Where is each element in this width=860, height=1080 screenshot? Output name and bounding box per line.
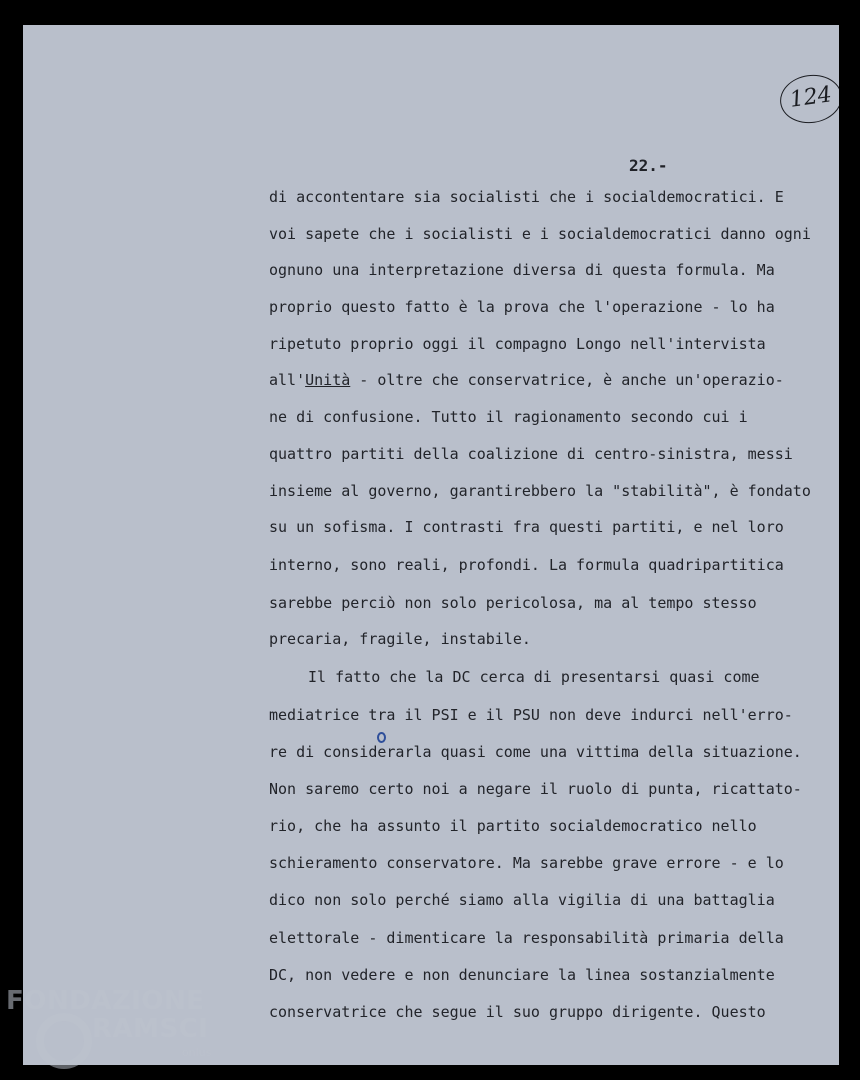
watermark-line1: FONDAZIONE bbox=[6, 986, 205, 1016]
text-line: ripetuto proprio oggi il compagno Longo nell'intervista bbox=[269, 335, 766, 353]
page-number: 22.- bbox=[629, 156, 668, 175]
text-line: precaria, fragile, instabile. bbox=[269, 630, 531, 648]
text-line: mediatrice tra il PSI e il PSU non deve indurci nell'erro- bbox=[269, 706, 793, 724]
text-line: di accontentare sia socialisti che i socialdemocratici. E bbox=[269, 188, 784, 206]
archive-number-stamp: 124 bbox=[777, 71, 839, 127]
text-line: conservatrice che segue il suo gruppo dirigente. Questo bbox=[269, 1003, 766, 1021]
text-line: ne di confusione. Tutto il ragionamento secondo cui i bbox=[269, 408, 748, 426]
text-line: voi sapete che i socialisti e i socialdemocratici danno ogni bbox=[269, 225, 811, 243]
text-line bbox=[269, 369, 784, 391]
text-line: schieramento conservatore. Ma sarebbe grave errore - e lo bbox=[269, 854, 784, 872]
text-fragment: all' bbox=[269, 371, 306, 389]
text-line: sarebbe perciò non solo pericolosa, ma al tempo stesso bbox=[269, 594, 757, 612]
text-line: elettorale - dimenticare la responsabilità primaria della bbox=[269, 929, 784, 947]
watermark-g-logo-icon bbox=[36, 1013, 92, 1069]
text-line: quattro partiti della coalizione di centro-sinistra, messi bbox=[269, 445, 793, 463]
text-line: su un sofisma. I contrasti fra questi partiti, e nel loro bbox=[269, 518, 784, 536]
underlined-newspaper-title: Unità bbox=[305, 371, 351, 389]
watermark-line2: RAMSCI bbox=[92, 1014, 209, 1044]
text-line: interno, sono reali, profondi. La formula quadripartitica bbox=[269, 556, 784, 574]
text-line: proprio questo fatto è la prova che l'operazione - lo ha bbox=[269, 298, 775, 316]
text-line: DC, non vedere e non denunciare la linea sostanzialmente bbox=[269, 966, 775, 984]
text-line: dico non solo perché siamo alla vigilia di una battaglia bbox=[269, 891, 775, 909]
text-line: insieme al governo, garantirebbero la "stabilità", è fondato bbox=[269, 482, 811, 500]
text-line: Non saremo certo noi a negare il ruolo di punta, ricattato- bbox=[269, 780, 802, 798]
text-fragment: - bbox=[350, 371, 378, 389]
text-line: Il fatto che la DC cerca di presentarsi quasi come bbox=[308, 668, 760, 686]
text-line: rio, che ha assunto il partito socialdemocratico nello bbox=[269, 817, 757, 835]
fondazione-gramsci-watermark bbox=[6, 986, 216, 1076]
text-line: ognuno una interpretazione diversa di questa formula. Ma bbox=[269, 261, 775, 279]
text-fragment: oltre che conservatrice, è anche un'operazio- bbox=[377, 371, 784, 389]
text-line: re di considerarla quasi come una vittima della situazione. bbox=[269, 743, 802, 761]
watermark-suffix: onlus bbox=[182, 1046, 212, 1059]
